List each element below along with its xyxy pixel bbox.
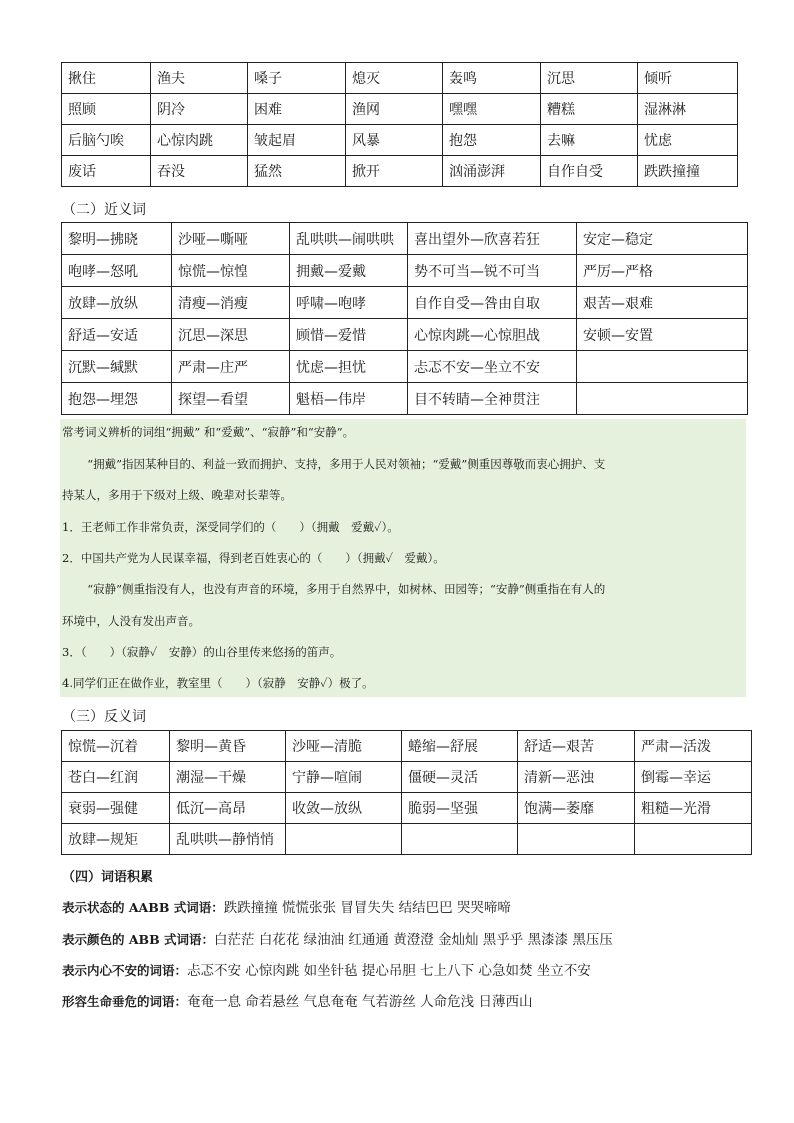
table-cell: 顾惜—爱惜 — [290, 319, 408, 351]
accumulation-label: 形容生命垂危的词语： — [62, 994, 188, 1009]
synonym-heading: （二）近义词 — [62, 202, 146, 218]
accumulation-item — [62, 896, 511, 916]
table-cell: 呼啸—咆哮 — [290, 287, 408, 319]
table-cell: 跌跌撞撞 — [638, 156, 738, 187]
accumulation-words: 忐忑不安 心惊肉跳 如坐针毡 提心吊胆 七上八下 心急如焚 坐立不安 — [187, 963, 591, 979]
table-cell: 僵硬—灵活 — [402, 762, 518, 793]
table-cell: 严肃—庄严 — [172, 351, 290, 383]
table-cell: 轰鸣 — [443, 63, 541, 94]
table-cell: 废话 — [62, 156, 151, 187]
table-cell: 脆弱—坚强 — [402, 793, 518, 824]
table-cell: 蜷缩—舒展 — [402, 731, 518, 762]
word-table-body — [62, 63, 738, 187]
table-row — [62, 351, 748, 383]
table-cell: 目不转睛—全神贯注 — [408, 383, 577, 415]
table-cell: 困难 — [248, 94, 346, 125]
table-cell: 惊慌—沉着 — [62, 731, 170, 762]
table-row — [62, 762, 752, 793]
table-cell: 倒霉—幸运 — [635, 762, 752, 793]
table-cell: 安顿—安置 — [577, 319, 748, 351]
accumulation-label: 表示内心不安的词语： — [62, 963, 188, 978]
table-cell: 安定—稳定 — [577, 223, 748, 255]
analysis-line: 持某人，多用于下级对上级、晚辈对长辈等。 — [62, 488, 292, 502]
table-row — [62, 156, 738, 187]
table-cell: 魁梧—伟岸 — [290, 383, 408, 415]
table-cell: 宁静—喧闹 — [286, 762, 402, 793]
table-cell: 照顾 — [62, 94, 151, 125]
table-cell: 低沉—高昂 — [170, 793, 286, 824]
table-cell: 沉思—深思 — [172, 319, 290, 351]
table-cell: 严肃—活泼 — [635, 731, 752, 762]
table-cell: 忐忑不安—坐立不安 — [408, 351, 577, 383]
table-cell: 探望—看望 — [172, 383, 290, 415]
table-cell: 熄灭 — [346, 63, 443, 94]
table-cell: 嘿嘿 — [443, 94, 541, 125]
table-cell: 舒适—艰苦 — [518, 731, 635, 762]
analysis-line: “寂静”侧重指没有人，也没有声音的环境，多用于自然界中，如树林、田园等；“安静”侧重指在有人的 — [87, 582, 606, 596]
table-cell: 拥戴—爱戴 — [290, 255, 408, 287]
table-cell: 舒适—安适 — [62, 319, 172, 351]
table-row — [62, 94, 738, 125]
table-row — [62, 793, 752, 824]
table-cell: 粗糙—光滑 — [635, 793, 752, 824]
table-cell — [518, 824, 635, 855]
table-cell: 皱起眉 — [248, 125, 346, 156]
table-cell: 猛然 — [248, 156, 346, 187]
table-cell: 咆哮—怒吼 — [62, 255, 172, 287]
accumulation-words: 奄奄一息 命若悬丝 气息奄奄 气若游丝 人命危浅 日薄西山 — [187, 994, 533, 1010]
table-cell: 嗓子 — [248, 63, 346, 94]
table-row — [62, 125, 738, 156]
analysis-line: 环境中，人没有发出声音。 — [62, 614, 200, 628]
table-cell: 潮湿—干燥 — [170, 762, 286, 793]
table-cell: 后脑勺唉 — [62, 125, 151, 156]
table-row — [62, 383, 748, 415]
table-cell: 惊慌—惊惶 — [172, 255, 290, 287]
table-cell: 糟糕 — [541, 94, 638, 125]
table-cell — [402, 824, 518, 855]
table-cell: 心惊肉跳—心惊胆战 — [408, 319, 577, 351]
table-cell: 收敛—放纵 — [286, 793, 402, 824]
table-row — [62, 223, 748, 255]
table-cell: 渔夫 — [151, 63, 248, 94]
table-cell: 乱哄哄—闹哄哄 — [290, 223, 408, 255]
table-cell: 艰苦—艰难 — [577, 287, 748, 319]
table-row — [62, 63, 738, 94]
table-cell: 吞没 — [151, 156, 248, 187]
table-cell: 心惊肉跳 — [151, 125, 248, 156]
table-cell — [286, 824, 402, 855]
table-cell: 掀开 — [346, 156, 443, 187]
table-cell: 湿淋淋 — [638, 94, 738, 125]
table-cell: 抱怨—埋怨 — [62, 383, 172, 415]
table-cell: 放肆—规矩 — [62, 824, 170, 855]
table-cell: 黎明—拂晓 — [62, 223, 172, 255]
table-cell: 清新—恶浊 — [518, 762, 635, 793]
table-cell: 忧虑 — [638, 125, 738, 156]
table-cell: 阴冷 — [151, 94, 248, 125]
table-row — [62, 731, 752, 762]
table-cell: 清瘦—消瘦 — [172, 287, 290, 319]
word-table — [61, 62, 738, 187]
table-cell — [577, 383, 748, 415]
synonym-table — [61, 222, 748, 415]
table-cell: 去嘛 — [541, 125, 638, 156]
analysis-line: “拥戴”指因某种目的、利益一致而拥护、支持，多用于人民对领袖；“爱戴”侧重因尊敬而衷心拥护、支 — [87, 457, 606, 471]
table-cell: 倾听 — [638, 63, 738, 94]
table-cell: 严厉—严格 — [577, 255, 748, 287]
accumulation-words: 白茫茫 白花花 绿油油 红通通 黄澄澄 金灿灿 黑乎乎 黑漆漆 黑压压 — [214, 932, 613, 948]
table-cell: 沉默—缄默 — [62, 351, 172, 383]
analysis-line: 1．王老师工作非常负责，深受同学们的（ ）（拥戴 爱戴✓）。 — [62, 520, 399, 534]
table-cell: 汹涌澎湃 — [443, 156, 541, 187]
table-row — [62, 319, 748, 351]
accumulation-item — [62, 928, 613, 948]
table-row — [62, 255, 748, 287]
table-cell — [635, 824, 752, 855]
table-cell: 渔网 — [346, 94, 443, 125]
antonym-table — [61, 730, 752, 855]
table-cell: 放肆—放纵 — [62, 287, 172, 319]
table-cell: 饱满—萎靡 — [518, 793, 635, 824]
table-cell: 沉思 — [541, 63, 638, 94]
table-cell: 揪住 — [62, 63, 151, 94]
table-cell: 风暴 — [346, 125, 443, 156]
table-cell: 衰弱—强健 — [62, 793, 170, 824]
table-cell: 沙哑—嘶哑 — [172, 223, 290, 255]
analysis-line: 3．（ ）（寂静✓ 安静）的山谷里传来悠扬的笛声。 — [62, 645, 342, 659]
accumulation-item — [62, 959, 591, 979]
accumulation-words: 跌跌撞撞 慌慌张张 冒冒失失 结结巴巴 哭哭啼啼 — [223, 900, 511, 916]
table-cell: 苍白—红润 — [62, 762, 170, 793]
accumulation-item — [62, 990, 532, 1010]
table-cell: 黎明—黄昏 — [170, 731, 286, 762]
table-cell: 沙哑—清脆 — [286, 731, 402, 762]
table-cell: 喜出望外—欣喜若狂 — [408, 223, 577, 255]
analysis-line: 4.同学们正在做作业，教室里（ ）（寂静 安静✓）极了。 — [62, 676, 374, 690]
accumulation-label: 表示颜色的 ABB 式词语： — [62, 932, 215, 947]
synonym-table-body — [62, 223, 748, 415]
table-row — [62, 824, 752, 855]
table-cell: 自作自受 — [541, 156, 638, 187]
table-row — [62, 287, 748, 319]
table-cell: 乱哄哄—静悄悄 — [170, 824, 286, 855]
accumulation-label: 表示状态的 AABB 式词语： — [62, 900, 224, 915]
table-cell: 抱怨 — [443, 125, 541, 156]
table-cell — [577, 351, 748, 383]
analysis-line: 常考词义辨析的词组“拥戴” 和“爱戴”、“寂静”和“安静”。 — [62, 425, 355, 439]
table-cell: 自作自受—咎由自取 — [408, 287, 577, 319]
table-cell: 忧虑—担忧 — [290, 351, 408, 383]
antonym-heading: （三）反义词 — [62, 709, 146, 725]
antonym-table-body — [62, 731, 752, 855]
analysis-line: 2．中国共产党为人民谋幸福，得到老百姓衷心的（ ）（拥戴✓ 爱戴）。 — [62, 551, 445, 565]
accumulation-heading: （四）词语积累 — [62, 870, 154, 885]
word-analysis-box — [60, 419, 746, 697]
table-cell: 势不可当—锐不可当 — [408, 255, 577, 287]
